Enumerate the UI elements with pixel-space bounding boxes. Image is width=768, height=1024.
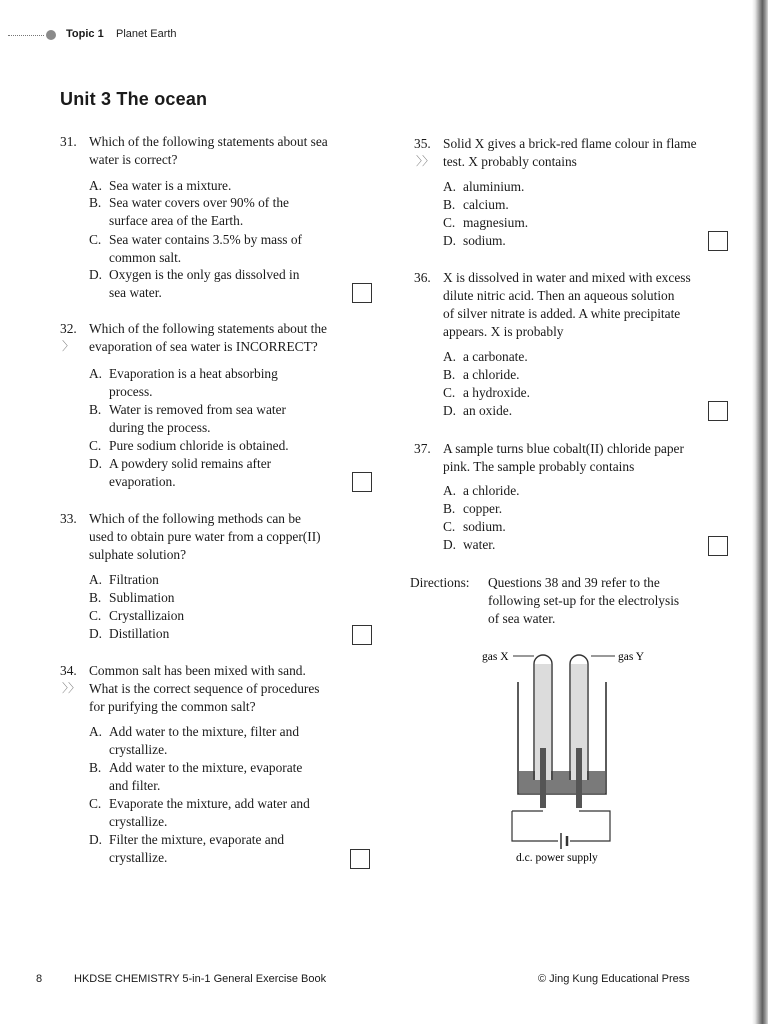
question-36 bbox=[414, 269, 714, 341]
header-rule bbox=[8, 35, 44, 36]
option-letter: A. bbox=[443, 349, 457, 364]
option-letter: A. bbox=[443, 483, 457, 498]
option-a bbox=[443, 348, 723, 366]
question-stem-line: used to obtain pure water from a copper(II) bbox=[89, 529, 321, 544]
option-text: Evaporation is a heat absorbing bbox=[109, 366, 278, 381]
option-letter: C. bbox=[89, 796, 102, 811]
option-a bbox=[443, 482, 723, 500]
option-a bbox=[89, 365, 369, 401]
option-d bbox=[89, 625, 369, 643]
question-37 bbox=[414, 440, 714, 476]
option-c bbox=[443, 384, 723, 402]
option-text: Filter the mixture, evaporate and bbox=[109, 832, 285, 847]
option-text: a hydroxide. bbox=[463, 385, 530, 400]
option-text: common salt. bbox=[109, 250, 182, 265]
question-stem-line: dilute nitric acid. Then an aqueous solution bbox=[443, 288, 675, 303]
question-stem-line: evaporation of sea water is INCORRECT? bbox=[89, 339, 318, 354]
option-a bbox=[89, 571, 369, 589]
question-stem-line: sulphate solution? bbox=[89, 547, 187, 562]
option-b bbox=[443, 366, 723, 384]
option-d bbox=[443, 232, 723, 250]
answer-box[interactable] bbox=[708, 536, 728, 556]
answer-box[interactable] bbox=[350, 849, 370, 869]
option-text: Add water to the mixture, evaporate bbox=[109, 760, 303, 775]
question-stem-line: A sample turns blue cobalt(II) chloride paper bbox=[443, 441, 684, 456]
unit-title: Unit 3 The ocean bbox=[60, 89, 208, 109]
question-34 bbox=[60, 662, 360, 716]
question-stem-line: Which of the following methods can be bbox=[89, 511, 301, 526]
option-letter: A. bbox=[89, 366, 103, 381]
option-letter: B. bbox=[443, 197, 456, 212]
option-letter: C. bbox=[443, 519, 456, 534]
answer-box[interactable] bbox=[708, 231, 728, 251]
option-text: Pure sodium chloride is obtained. bbox=[109, 438, 289, 453]
publisher: © Jing Kung Educational Press bbox=[538, 973, 690, 985]
option-letter: B. bbox=[443, 367, 456, 382]
option-letter: A. bbox=[89, 178, 103, 193]
question-number: 37. bbox=[414, 441, 431, 456]
option-letter: A. bbox=[443, 179, 457, 194]
topic-name: Planet Earth bbox=[116, 28, 177, 40]
question-stem-line: Solid X gives a brick-red flame colour in flame bbox=[443, 136, 697, 151]
option-d bbox=[89, 266, 369, 302]
option-c bbox=[443, 214, 723, 232]
option-text: sea water. bbox=[109, 285, 162, 300]
question-number: 35. bbox=[414, 136, 431, 151]
option-letter: B. bbox=[443, 501, 456, 516]
option-text: aluminium. bbox=[463, 179, 525, 194]
option-d bbox=[443, 402, 723, 420]
question-number: 36. bbox=[414, 270, 431, 285]
page-binding-edge bbox=[752, 0, 768, 1024]
option-c bbox=[89, 795, 369, 831]
question-stem-line: Which of the following statements about sea bbox=[89, 134, 328, 149]
directions-line: of sea water. bbox=[488, 611, 556, 626]
question-stem-line: X is dissolved in water and mixed with excess bbox=[443, 270, 691, 285]
answer-box[interactable] bbox=[708, 401, 728, 421]
option-text: surface area of the Earth. bbox=[109, 213, 244, 228]
option-text: Sea water is a mixture. bbox=[109, 178, 232, 193]
option-text: evaporation. bbox=[109, 474, 176, 489]
directions-line: following set-up for the electrolysis bbox=[488, 593, 680, 608]
option-d bbox=[443, 536, 723, 554]
option-d bbox=[89, 455, 369, 491]
option-letter: D. bbox=[443, 403, 457, 418]
option-letter: B. bbox=[89, 402, 102, 417]
option-letter: C. bbox=[443, 385, 456, 400]
option-text: Oxygen is the only gas dissolved in bbox=[109, 267, 300, 282]
option-c bbox=[89, 231, 369, 267]
option-text: crystallize. bbox=[109, 850, 168, 865]
option-text: Sea water contains 3.5% by mass of bbox=[109, 232, 303, 247]
question-stem-line: for purifying the common salt? bbox=[89, 699, 256, 714]
question-number: 32. bbox=[60, 321, 77, 336]
option-text: Sea water covers over 90% of the bbox=[109, 195, 289, 210]
option-letter: B. bbox=[89, 760, 102, 775]
option-letter: C. bbox=[89, 438, 102, 453]
directions-line: Questions 38 and 39 refer to the bbox=[488, 575, 660, 590]
question-stem-line: water is correct? bbox=[89, 152, 178, 167]
answer-box[interactable] bbox=[352, 472, 372, 492]
option-b bbox=[443, 500, 723, 518]
option-letter: B. bbox=[89, 195, 102, 210]
option-text: during the process. bbox=[109, 420, 211, 435]
option-letter: B. bbox=[89, 590, 102, 605]
option-text: an oxide. bbox=[463, 403, 513, 418]
option-text: sodium. bbox=[463, 233, 506, 248]
option-text: magnesium. bbox=[463, 215, 529, 230]
question-33 bbox=[60, 510, 360, 564]
question-stem-line: What is the correct sequence of procedures bbox=[89, 681, 320, 696]
option-text: Add water to the mixture, filter and bbox=[109, 724, 300, 739]
option-b bbox=[89, 589, 369, 607]
option-text: a chloride. bbox=[463, 483, 520, 498]
option-b bbox=[89, 194, 369, 230]
directions-label: Directions: bbox=[410, 575, 470, 590]
directions bbox=[410, 574, 740, 634]
option-b bbox=[89, 401, 369, 437]
option-a bbox=[89, 177, 369, 195]
option-text: A powdery solid remains after bbox=[109, 456, 272, 471]
question-stem-line: test. X probably contains bbox=[443, 154, 577, 169]
answer-box[interactable] bbox=[352, 283, 372, 303]
option-a bbox=[443, 178, 723, 196]
question-stem-line: of silver nitrate is added. A white precipitate bbox=[443, 306, 681, 321]
option-c bbox=[89, 607, 369, 625]
electrode-left bbox=[540, 748, 546, 808]
question-stem-line: Common salt has been mixed with sand. bbox=[89, 663, 306, 678]
question-32 bbox=[60, 320, 360, 356]
option-letter: D. bbox=[89, 626, 103, 641]
diagram-caption: d.c. power supply bbox=[516, 852, 598, 864]
running-header bbox=[8, 28, 308, 44]
option-text: and filter. bbox=[109, 778, 161, 793]
option-text: crystallize. bbox=[109, 814, 168, 829]
question-number: 34. bbox=[60, 663, 77, 678]
option-text: Water is removed from sea water bbox=[109, 402, 287, 417]
option-letter: C. bbox=[443, 215, 456, 230]
question-number: 33. bbox=[60, 511, 77, 526]
question-31 bbox=[60, 133, 360, 169]
option-text: Filtration bbox=[109, 572, 159, 587]
option-letter: C. bbox=[89, 232, 102, 247]
option-text: Evaporate the mixture, add water and bbox=[109, 796, 310, 811]
option-d bbox=[89, 831, 369, 867]
option-letter: D. bbox=[443, 537, 457, 552]
difficulty-icon: 〉 bbox=[62, 339, 75, 353]
option-letter: D. bbox=[89, 832, 103, 847]
option-letter: A. bbox=[89, 724, 103, 739]
option-letter: D. bbox=[89, 267, 103, 282]
option-text: crystallize. bbox=[109, 742, 168, 757]
option-text: a chloride. bbox=[463, 367, 520, 382]
gas-x-label: gas X bbox=[482, 651, 509, 663]
question-stem-line: appears. X is probably bbox=[443, 324, 564, 339]
option-c bbox=[443, 518, 723, 536]
option-text: copper. bbox=[463, 501, 503, 516]
question-stem-line: pink. The sample probably contains bbox=[443, 459, 635, 474]
electrolysis-diagram bbox=[470, 636, 670, 866]
option-text: Sublimation bbox=[109, 590, 175, 605]
option-c bbox=[89, 437, 369, 455]
gas-y-label: gas Y bbox=[618, 651, 645, 663]
option-text: Crystallizaion bbox=[109, 608, 185, 623]
option-text: a carbonate. bbox=[463, 349, 528, 364]
difficulty-icon: 〉〉 bbox=[416, 154, 435, 168]
sea-water bbox=[519, 771, 605, 793]
option-letter: D. bbox=[443, 233, 457, 248]
option-b bbox=[89, 759, 369, 795]
topic-label: Topic 1 bbox=[66, 28, 104, 40]
option-b bbox=[443, 196, 723, 214]
answer-box[interactable] bbox=[352, 625, 372, 645]
option-letter: C. bbox=[89, 608, 102, 623]
question-stem-line: Which of the following statements about the bbox=[89, 321, 327, 336]
question-35 bbox=[414, 135, 714, 171]
difficulty-icon: 〉〉 bbox=[62, 681, 81, 695]
option-letter: D. bbox=[89, 456, 103, 471]
option-letter: A. bbox=[89, 572, 103, 587]
option-text: calcium. bbox=[463, 197, 509, 212]
option-a bbox=[89, 723, 369, 759]
electrode-right bbox=[576, 748, 582, 808]
option-text: water. bbox=[463, 537, 496, 552]
option-text: Distillation bbox=[109, 626, 170, 641]
book-title: HKDSE CHEMISTRY 5-in-1 General Exercise Book bbox=[74, 973, 327, 985]
option-text: sodium. bbox=[463, 519, 506, 534]
question-number: 31. bbox=[60, 134, 77, 149]
header-bullet-icon bbox=[46, 30, 56, 40]
option-text: process. bbox=[109, 384, 153, 399]
page-number: 8 bbox=[36, 973, 43, 985]
